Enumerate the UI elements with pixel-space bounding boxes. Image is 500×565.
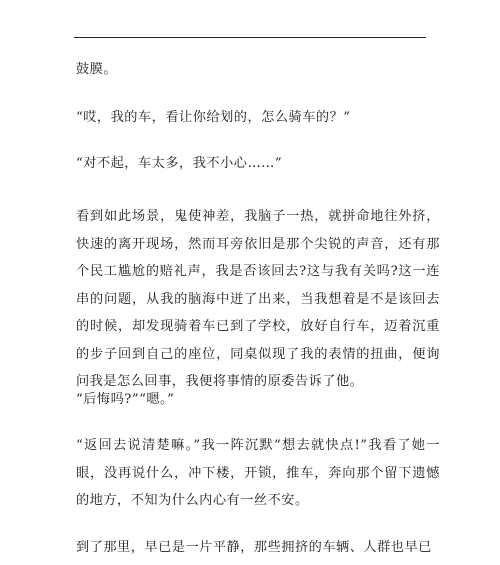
- paragraph-6: “返回去说清楚嘛。”我一阵沉默“想去就快点!”我看了她一眼，没再说什么，冲下楼，开锁，推车，奔向那个留下遗憾的地方，不知为什么内心有一丝不安。: [76, 438, 440, 508]
- top-divider: [74, 37, 426, 38]
- paragraph-5: “后悔吗?”“嗯。”: [76, 392, 175, 407]
- paragraph-4: 看到如此场景，鬼使神差，我脑子一热，就拼命地往外挤，快速的离开现场，然而耳旁依旧是那个尖锐的声音，还有那个民工尴尬的赔礼声，我是否该回去?这与我有关吗?这一连串的问题，从我的脑海中迸了出来，当我想着是不是该回去的时候，却发现骑着车已到了学校，放好自行车，迈着沉重的步子回到自己的座位，同桌似现了我的表情的扭曲，便询问我是怎么回事，我便将事情的原委告诉了他。: [76, 209, 440, 389]
- paragraph-1: 鼓膜。: [76, 62, 118, 77]
- paragraph-2: “哎，我的车，看让你给划的，怎么骑车的？”: [76, 110, 351, 125]
- paragraph-7: 到了那里，早已是一片平静，那些拥挤的车辆、人群也早已: [76, 540, 432, 555]
- paragraph-3: “对不起，车太多，我不小心……”: [76, 156, 283, 171]
